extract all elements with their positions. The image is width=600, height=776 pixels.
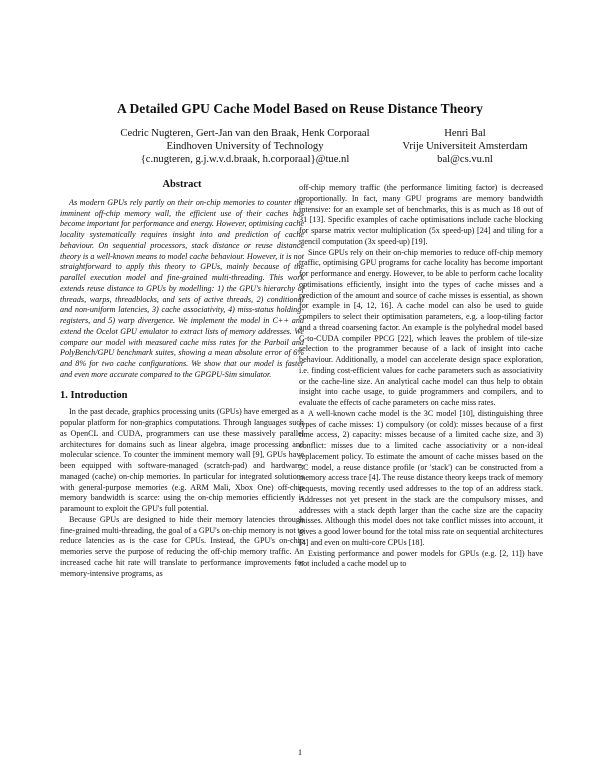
abstract-text: As modern GPUs rely partly on their on-chip memories to counter the imminent off-chip memory wall, the efficient use of their caches has become important for performance and energy. However, optimising cache locality systematically requires insight into and prediction of cache behaviour. On sequential processors, stack distance or reuse distance theory is a well-known means to model cache behaviour. However, it is not straightforward to apply this theory to GPUs, mainly because of the parallel execution model and fine-grained multi-threading. This work extends reuse distance to GPUs by modelling: 1) the GPU's hierarchy of threads, warps, threadblocks, and sets of active threads, 2) conditional and non-uniform latencies, 3) cache associativity, 4) miss-status holding-registers, and 5) warp divergence. We implement the model in C++ and extend the Ocelot GPU emulator to extract lists of memory addresses. We compare our model with measured cache miss rates for the Parboil and PolyBench/GPU benchmark suites, showing a mean absolute error of 6% and 8% for two cache configurations. We show that our model is faster and even more accurate compared to the GPGPU-Sim simulator. <box>60 197 304 379</box>
paragraph: Because GPUs are designed to hide their memory latencies through fine-grained multi-threading, the goal of a GPU's on-chip memory is not to reduce latencies as is the case for CPUs. Instead, the GPU's on-chip memories serve the purpose of reducing the off-chip memory traffic. An increased cache hit rate will translate to performance improvements for memory-intensive programs, as <box>60 514 304 578</box>
author-names: Cedric Nugteren, Gert-Jan van den Braak, Henk Corporaal <box>120 128 370 139</box>
author-email: {c.nugteren, g.j.w.v.d.braak, h.corporaal}@tue.nl <box>140 154 350 166</box>
author-affiliation: Eindhoven University of Technology <box>166 141 324 153</box>
section-heading-introduction: 1. Introduction <box>60 389 128 401</box>
left-column <box>60 180 304 579</box>
paragraph: off-chip memory traffic (the performance limiting factor) is decreased proportionally. In fact, many GPU programs are memory bandwidth intensive: for an example set of benchmarks, this is as much as 18 out of 31 [13]. Specific examples of cache optimisations include cache blocking for sparse matrix vector multiplication (5x speed-up) [24] and tiling for a stencil computation (3x speed-up) [19]. <box>299 183 543 246</box>
paragraph: In the past decade, graphics processing units (GPUs) have emerged as a popular platform for non-graphics computations. Through languages such as OpenCL and CUDA, programmers can use these massively parallel architectures for domains such as linear algebra, image processing and molecular science. To counter the imminent memory wall [9], GPUs have been equipped with software-managed (scratch-pad) and hardware-managed (cache) on-chip memories. In particular for integrated solutions with general-purpose memories (e.g. ARM Mali, Xbox One) off-chip memory bandwidth is scarce: using the on-chip memories efficiently is paramount to exploit the GPU's full potential. <box>60 407 304 513</box>
author-block-primary <box>95 127 395 167</box>
author-email: bal@cs.vu.nl <box>437 154 493 166</box>
abstract <box>60 198 304 381</box>
paragraph: A well-known cache model is the 3C model [10], distinguishing three types of cache misses: 1) compulsory (or cold): misses because of a first time access, 2) capacity: misses because of a limited cache size, and 3) conflict: misses due to a limited cache associativity or a non-ideal replacement policy. To estimate the amount of cache misses based on the 3C model, a reuse distance profile (or 'stack') can be constructed from a memory access trace [4]. The reuse distance theory keeps track of memory requests, moving recently used addresses to the top of an address stack. Addresses not yet present in the stack are the compulsory misses, and addresses with a stack depth larger than the cache size are the capacity misses. Although this model does not take conflict misses into account, it gives a good lower bound for the total miss rate on sequential architectures [4] and even on multi-core CPUs [18]. <box>299 408 543 547</box>
paper-title: A Detailed GPU Cache Model Based on Reuse Distance Theory <box>117 101 483 116</box>
author-names: Henri Bal <box>444 128 486 139</box>
abstract-heading: Abstract <box>162 179 202 190</box>
page-number: 1 <box>297 747 303 757</box>
right-column <box>299 183 543 570</box>
author-affiliation: Vrije Universiteit Amsterdam <box>402 141 528 153</box>
paragraph: Since GPUs rely on their on-chip memories to reduce off-chip memory traffic, optimising GPU programs for cache locality has become important for performance and energy. However, to be able to perform cache locality optimisations efficiently, insight into the types of cache misses and a prediction of the amount and source of cache misses is essential, as shown for example in [4, 12, 16]. A cache model can also be used to guide compilers to select their optimisation parameters, e.g. a loop-tiling factor and a thread coarsening factor. An example is the polyhedral model based C-to-CUDA compiler PPCG [22], which leaves the problem of tile-size selection to the programmer because of a lack of insight into cache behaviour. Additionally, a model can accelerate design space exploration, i.e. finding cost-efficient values for cache parameters such as associativity or the cache-line size. An analytical cache model can thus help to obtain insight into cache usage, to guide programmers and compilers, and to evaluate the effects of cache parameters on cache miss rates. <box>299 247 543 407</box>
author-block-secondary <box>385 127 545 167</box>
paragraph: Existing performance and power models for GPUs (e.g. [2, 11]) have not included a cache model up to <box>299 548 543 569</box>
